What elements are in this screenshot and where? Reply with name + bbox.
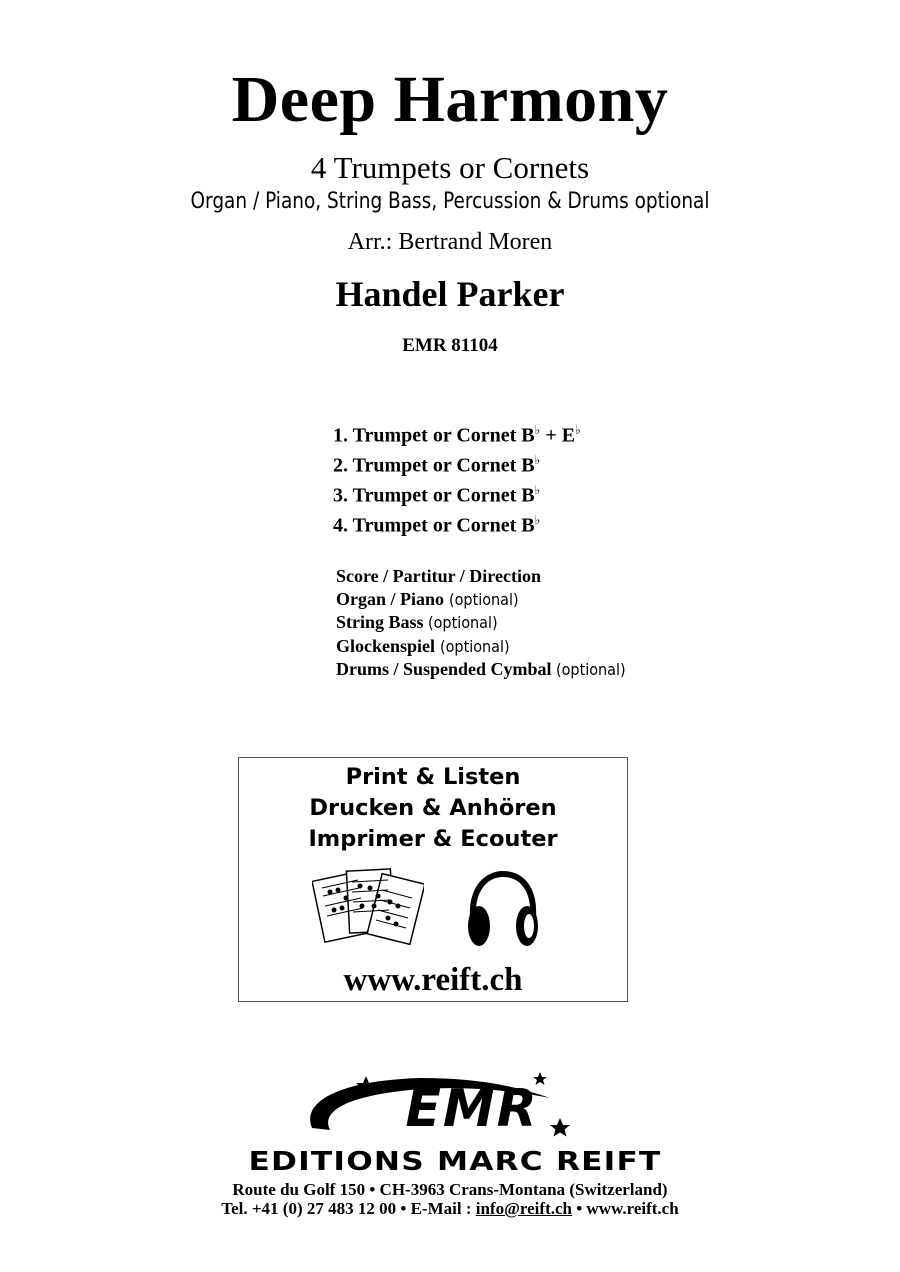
- headphones-icon: [465, 870, 541, 950]
- extra-item: Organ / Piano (optional): [336, 588, 519, 609]
- extras-list: [336, 565, 633, 682]
- svg-text:EMR: EMR: [405, 1079, 539, 1139]
- emr-swoosh-logo: [230, 1068, 680, 1148]
- page-title: Deep Harmony: [231, 63, 669, 136]
- parts-list: [333, 416, 581, 536]
- part-item: 3. Trumpet or Cornet B♭: [333, 483, 541, 507]
- part-item: 1. Trumpet or Cornet B♭ + E♭: [333, 423, 581, 447]
- extra-item: Glockenspiel (optional): [336, 635, 510, 656]
- arranger: Arr.: Bertrand Moren: [347, 229, 553, 255]
- composer: Handel Parker: [335, 274, 565, 314]
- email-link[interactable]: info@reift.ch: [475, 1199, 572, 1218]
- extra-item: Score / Partitur / Direction: [336, 566, 541, 586]
- promo-line-en: Print & Listen: [345, 764, 521, 790]
- catalog-number: EMR 81104: [402, 335, 498, 356]
- part-item: 4. Trumpet or Cornet B♭: [333, 513, 541, 537]
- part-item: 2. Trumpet or Cornet B♭: [333, 453, 541, 477]
- extra-item: String Bass (optional): [336, 612, 498, 632]
- publisher-contact: Tel. +41 (0) 27 483 12 00 • E-Mail : info@reift.ch • www.reift.ch: [221, 1199, 679, 1218]
- promo-line-fr: Imprimer & Ecouter: [308, 826, 558, 852]
- promo-url-link[interactable]: www.reift.ch: [343, 962, 523, 998]
- subtitle: 4 Trumpets or Cornets: [310, 150, 590, 185]
- publisher-logo: [230, 1068, 680, 1180]
- publisher-address: Route du Golf 150 • CH-3963 Crans-Montana (Switzerland): [232, 1180, 668, 1199]
- instrumentation: Organ / Piano, String Bass, Percussion & Drums optional: [190, 189, 710, 214]
- publisher-name: EDITIONS MARC REIFT: [248, 1147, 662, 1177]
- print-listen-box: [238, 757, 628, 1002]
- sheet-music-icon: [312, 866, 424, 948]
- promo-line-de: Drucken & Anhören: [309, 795, 557, 821]
- extra-item: Drums / Suspended Cymbal (optional): [336, 659, 626, 679]
